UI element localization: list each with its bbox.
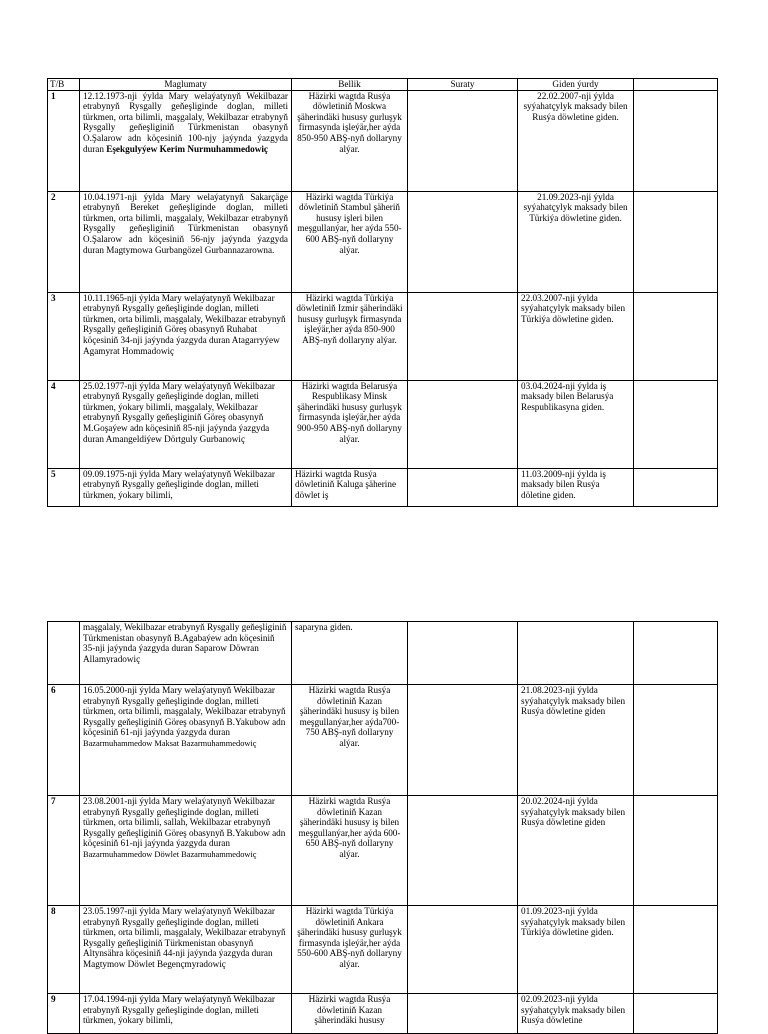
row-info-text: 12.12.1973-nji ýylda Mary welaýatynyň Wekilbazar etrabynyň Rysgally geňeşliginde doglan, milleti türkmen, orta bilimli, maşgalaly, Wekilbazar etrabynyň Rysgally geňeşliginiň Türkmenistan obasynyň O.Şalarow adn köçesiniň 100-njy jaýynda ýazgyda duran	[83, 90, 288, 154]
row-giden: 22.03.2007-nji ýylda syýahatçylyk maksady bilen Türkiýa döwletine giden.	[518, 292, 634, 380]
row-extra	[634, 468, 718, 506]
header-extra	[634, 79, 718, 91]
header-giden: Giden ýurdy	[518, 79, 634, 91]
row-bellik: Häzirki wagtda Türkiýa döwletiniň Ankara şäherindäki hususy gurluşyk firmasynda işleýär,her aýda 550-600 ABŞ-nyň dollaryny alýar.	[292, 906, 408, 994]
row-info: 17.04.1994-nji ýylda Mary welaýatynyň Wekilbazar etrabynyň Rysgally geňeşliginde doglan, milleti türkmen, ýokary bilimli,	[80, 994, 292, 1034]
row-info: 09.09.1975-nji ýylda Mary welaýatynyň Wekilbazar etrabynyň Rysgally geňeşliginde doglan, milleti türkmen, ýokary bilimli,	[80, 468, 292, 506]
row-info	[80, 90, 292, 191]
row-info-text: 16.05.2000-nji ýylda Mary welaýatynyň Wekilbazar etrabynyň Rysgally geňeşliginde doglan, milleti türkmen, orta bilimli, maşgalaly, Wekilbazar etrabynyň Rysgally geňeşliginiň Göreş obasynyň B.Yakubow adn köçesiniň 61-nji jaýynda ýazgyda duran	[83, 685, 286, 738]
row-bellik: saparyna giden.	[292, 622, 408, 685]
row-info: 25.02.1977-nji ýylda Mary welaýatynyň Wekilbazar etrabynyň Rysgally geňeşliginde doglan, milleti türkmen, ýokary bilimli, maşgalaly, Wekilbazar etrabynyň Rysgally geňeşliginiň Göreş obasynyň M.Goşaýew adn köçesiniň 85-nji jaýynda ýazgyda duran Amangeldiýew Dörtguly Gurbanowiç	[80, 380, 292, 468]
table-row	[48, 292, 718, 380]
row-extra	[634, 90, 718, 191]
table-row	[48, 468, 718, 506]
records-table-page-2	[47, 621, 718, 1034]
row-number: 7	[48, 796, 80, 906]
row-suraty	[408, 191, 518, 292]
table-row	[48, 994, 718, 1034]
row-bellik: Häzirki wagtda Rusýa döwletiniň Moskwa şäherindäki hususy gurluşyk firmasynda işleýär,her aýda 850-950 ABŞ-nyň dollaryny alýar.	[292, 90, 408, 191]
row-info-name: Bazarmuhammedow Maksat Bazarmuhammedowiç	[83, 738, 257, 748]
row-suraty	[408, 468, 518, 506]
row-number: 2	[48, 191, 80, 292]
row-number: 3	[48, 292, 80, 380]
row-giden: 01.09.2023-nji ýylda syýahatçylyk maksady bilen Türkiýa döwletine giden.	[518, 906, 634, 994]
row-extra	[634, 994, 718, 1034]
row-suraty	[408, 994, 518, 1034]
row-bellik: Häzirki wagtda Rusýa döwletiniň Kazan şäherindäki hususy iş bilen meşgullanýar,her aýda 600-650 ABŞ-nyň dollaryny alýar.	[292, 796, 408, 906]
row-suraty	[408, 292, 518, 380]
row-extra	[634, 380, 718, 468]
row-number: 1	[48, 90, 80, 191]
table-row	[48, 796, 718, 906]
row-info: 23.05.1997-nji ýylda Mary welaýatynyň Wekilbazar etrabynyň Rysgally geňeşliginde doglan, milleti türkmen, orta bilimli, maşgalaly, Wekilbazar etrabynyň Rysgally geňeşliginiň Türkmenistan obasynyň Altynsähra köçesiniň 44-nji jaýynda ýazgyda duran Magtymow Döwlet Begençmyradowiç	[80, 906, 292, 994]
row-giden: 21.08.2023-nji ýylda syýahatçylyk maksady bilen Rusýa döwletine giden	[518, 685, 634, 796]
table-row	[48, 380, 718, 468]
row-bellik: Häzirki wagtda Rusýa döwletiniň Kaluga şäherine döwlet iş	[292, 468, 408, 506]
records-table-page-1	[47, 78, 718, 507]
row-suraty	[408, 90, 518, 191]
row-info-name: Eşekgulyýew Kerim Nurmuhammedowiç	[106, 143, 269, 154]
row-suraty	[408, 796, 518, 906]
row-suraty	[408, 380, 518, 468]
row-number: 4	[48, 380, 80, 468]
header-tb: T/B	[48, 79, 80, 91]
row-giden: 21.09.2023-nji ýylda syýahatçylyk maksady bilen Türkiýa döwletine giden.	[518, 191, 634, 292]
row-number: 8	[48, 906, 80, 994]
row-number: 5	[48, 468, 80, 506]
row-giden: 22.02.2007-nji ýylda syýahatçylyk maksady bilen Rusýa döwletine giden.	[518, 90, 634, 191]
row-bellik: Häzirki wagtda Türkiýa döwletiniň Stambul şäheriň hususy işleri bilen meşgullanýar, her aýda 550-600 ABŞ-nyň dollaryny alýar.	[292, 191, 408, 292]
row-bellik: Häzirki wagtda Rusýa döwletiniň Kazan şäherindäki hususy	[292, 994, 408, 1034]
row-suraty	[408, 906, 518, 994]
row-extra	[634, 292, 718, 380]
table-row	[48, 622, 718, 685]
row-info	[80, 796, 292, 906]
row-info: 10.04.1971-nji ýylda Mary welaýatynyň Sakarçäge etrabynyň Bereket geňeşliginde doglan, milleti türkmen, orta bilimli, maşgalaly, Wekilbazar etrabynyň Rysgally geňeşliginiň Türkmenistan obasynyň O.Şalarow adn köçesiniň 56-njy jaýynda ýazgyda duran Magtymowa Gurbangözel Gurbannazarowna.	[80, 191, 292, 292]
row-bellik: Häzirki wagtda Rusýa döwletiniň Kazan şäherindäki hususy iş bilen meşgullanýar,her aýda700-750 ABŞ-nyň dollaryny alýar.	[292, 685, 408, 796]
table-row	[48, 906, 718, 994]
row-info-text: 23.08.2001-nji ýylda Mary welaýatynyň Wekilbazar etrabynyň Rysgally geňeşliginde doglan, milleti türkmen, orta bilimli, sallah, Wekilbazar etrabynyň Rysgally geňeşliginiň Göreş obasynyň B.Yakubow adn köçesiniň 61-nji jaýynda ýazgyda duran	[83, 796, 286, 849]
row-giden: 02.09.2023-nji ýylda syýahatçylyk maksady bilen Rusýa döwletine	[518, 994, 634, 1034]
row-number	[48, 622, 80, 685]
row-extra	[634, 191, 718, 292]
header-suraty: Suraty	[408, 79, 518, 91]
row-info	[80, 685, 292, 796]
header-maglumaty: Maglumaty	[80, 79, 292, 91]
table-row	[48, 191, 718, 292]
row-giden: 20.02.2024-nji ýylda syýahatçylyk maksady bilen Rusýa döwletine giden	[518, 796, 634, 906]
row-info: 10.11.1965-nji ýylda Mary welaýatynyň Wekilbazar etrabynyň Rysgally geňeşliginde doglan, milleti türkmen, orta bilimli, maşgalaly, Wekilbazar etrabynyň Rysgally geňeşliginiň Göreş obasynyň Ruhabat köçesiniň 34-nji jaýynda ýazgyda duran Atagarryýew Agamyrat Hommadowiç	[80, 292, 292, 380]
row-extra	[634, 906, 718, 994]
row-bellik: Häzirki wagtda Belarusýa Respublikasy Minsk şäherindäki hususy gurluşyk firmasynda işleýär,her aýda 900-950 ABŞ-nyň dollaryny alýar.	[292, 380, 408, 468]
row-giden: 11.03.2009-nji ýylda iş maksady bilen Rusýa döletine giden.	[518, 468, 634, 506]
row-suraty	[408, 622, 518, 685]
row-number: 6	[48, 685, 80, 796]
table-row	[48, 685, 718, 796]
row-suraty	[408, 685, 518, 796]
row-giden	[518, 622, 634, 685]
row-extra	[634, 685, 718, 796]
row-info-name: Bazarmuhammedow Döwlet Bazarmuhammedowiç	[83, 849, 257, 859]
row-bellik: Häzirki wagtda Türkiýa döwletiniň Izmir şäherindäki hususy gurluşyk firmasynda işleýär,her aýda 850-900 ABŞ-nyň dollaryny alýar.	[292, 292, 408, 380]
row-extra	[634, 796, 718, 906]
row-giden: 03.04.2024-nji ýylda iş maksady bilen Belarusýa Respublikasyna giden.	[518, 380, 634, 468]
row-info: maşgalaly, Wekilbazar etrabynyň Rysgally geňeşliginiň Türkmenistan obasynyň B.Agabaýew adn köçesiniň 35-nji jaýynda ýazgyda duran Saparow Döwran Allamyradowiç	[80, 622, 292, 685]
row-number: 9	[48, 994, 80, 1034]
table-row	[48, 90, 718, 191]
header-bellik: Bellik	[292, 79, 408, 91]
table-header-row	[48, 79, 718, 91]
row-extra	[634, 622, 718, 685]
